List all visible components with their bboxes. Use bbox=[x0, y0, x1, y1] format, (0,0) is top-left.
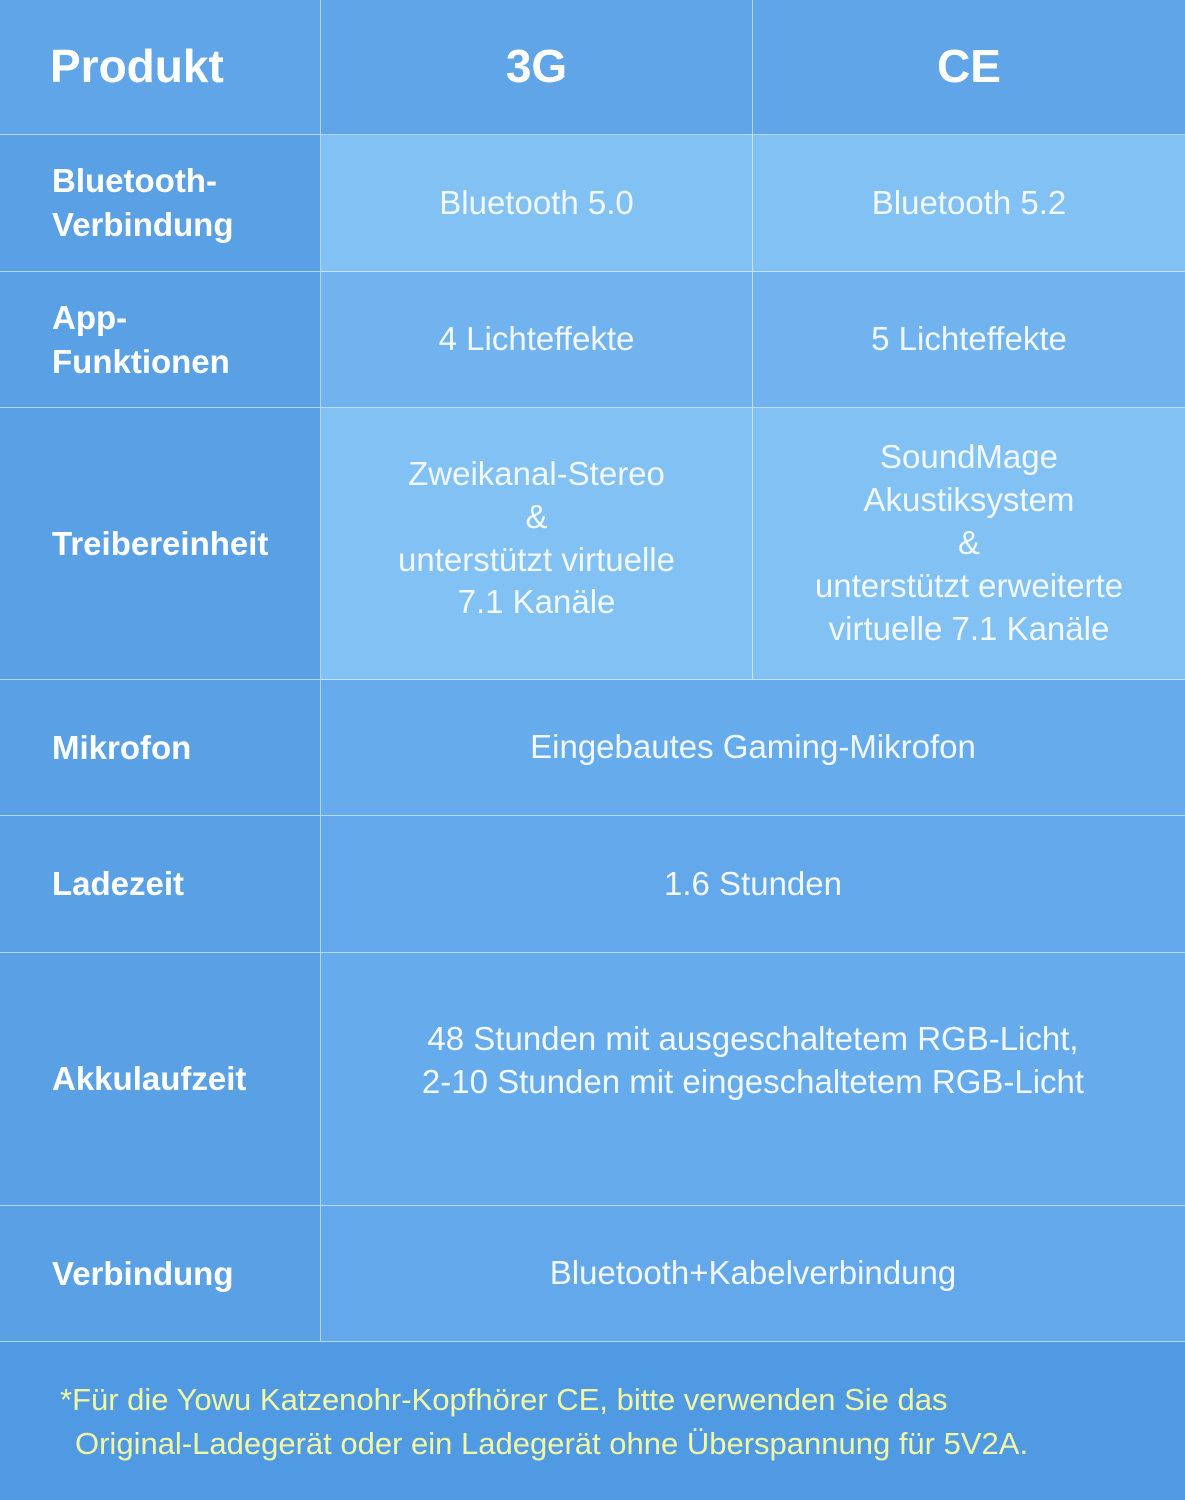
cell-connection: Bluetooth+Kabelverbindung bbox=[321, 1206, 1185, 1342]
driver-ce-line: virtuelle 7.1 Kanäle bbox=[828, 609, 1110, 647]
cell-bluetooth-ce: Bluetooth 5.2 bbox=[753, 135, 1185, 272]
cell-battery bbox=[321, 953, 1185, 1206]
row-label-line: Verbindung bbox=[52, 206, 234, 243]
row-label-line: Bluetooth- bbox=[52, 162, 217, 200]
driver-3g-line: & bbox=[525, 497, 548, 535]
header-ce: CE bbox=[753, 0, 1185, 135]
row-label-driver: Treibereinheit bbox=[0, 408, 321, 680]
footnote-line: *Für die Yowu Katzenohr-Kopfhörer CE, bitte verwenden Sie das bbox=[60, 1382, 948, 1417]
row-label-battery: Akkulaufzeit bbox=[0, 953, 321, 1206]
row-label-line: Funktionen bbox=[52, 342, 230, 380]
driver-ce-line: Akustiksystem bbox=[863, 481, 1075, 519]
row-label-line: App- bbox=[52, 298, 128, 336]
driver-ce-line: unterstützt erweiterte bbox=[814, 566, 1124, 604]
cell-bluetooth-3g: Bluetooth 5.0 bbox=[321, 135, 753, 272]
cell-mic: Eingebautes Gaming-Mikrofon bbox=[321, 680, 1185, 816]
row-label-charge: Ladezeit bbox=[0, 816, 321, 953]
cell-app-ce: 5 Lichteffekte bbox=[753, 272, 1185, 408]
driver-3g-line: 7.1 Kanäle bbox=[457, 583, 616, 621]
cell-charge: 1.6 Stunden bbox=[321, 816, 1185, 953]
cell-driver-3g bbox=[321, 408, 753, 680]
cell-app-3g: 4 Lichteffekte bbox=[321, 272, 753, 408]
header-3g: 3G bbox=[321, 0, 753, 135]
driver-ce-line: SoundMage bbox=[880, 438, 1058, 476]
battery-line: 2-10 Stunden mit eingeschaltetem RGB-Licht bbox=[421, 1063, 1085, 1100]
row-label-app bbox=[0, 272, 321, 408]
driver-ce-line: & bbox=[957, 524, 980, 562]
driver-3g-line: unterstützt virtuelle bbox=[398, 540, 675, 578]
battery-line: 48 Stunden mit ausgeschaltetem RGB-Licht, bbox=[427, 1020, 1079, 1058]
footnote bbox=[60, 1378, 1160, 1466]
cell-driver-ce bbox=[753, 408, 1185, 680]
row-label-mic: Mikrofon bbox=[0, 680, 321, 816]
row-label-connection: Verbindung bbox=[0, 1206, 321, 1342]
row-label-bluetooth bbox=[0, 135, 321, 272]
driver-3g-line: Zweikanal-Stereo bbox=[408, 454, 665, 492]
footnote-line: Original-Ladegerät oder ein Ladegerät ohne Überspannung für 5V2A. bbox=[75, 1426, 1029, 1462]
header-product: Produkt bbox=[0, 0, 321, 135]
